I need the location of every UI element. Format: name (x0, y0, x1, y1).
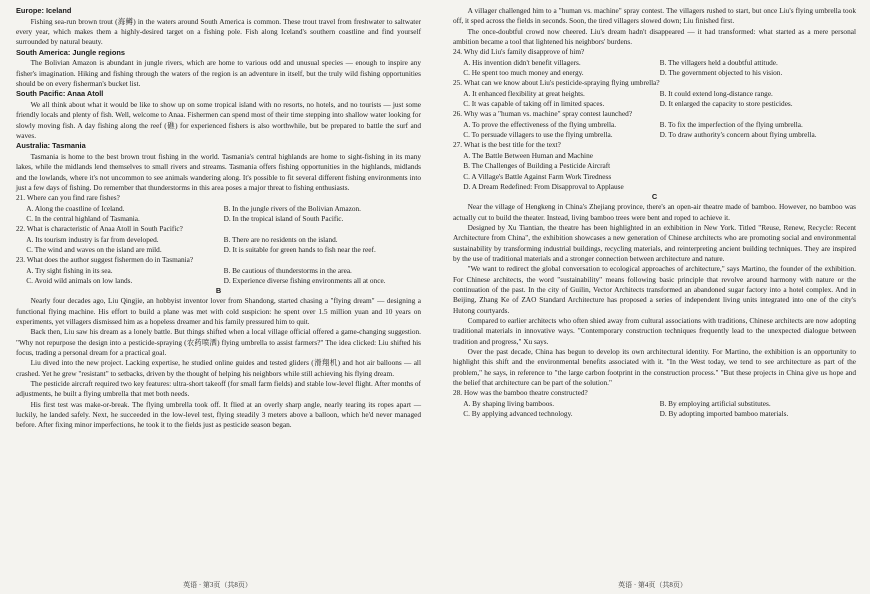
answer-option: B. The Challenges of Building a Pesticide Aircraft (463, 161, 611, 171)
question-options (453, 151, 856, 192)
answer-option: B. The villagers held a doubtful attitude. (659, 57, 778, 67)
answer-option: A. Its tourism industry is far from developed. (26, 234, 159, 244)
question-options (16, 235, 421, 256)
answer-option: B. In the jungle rivers of the Bolivian Amazon. (223, 203, 362, 213)
answer-option: A. His invention didn't benefit villagers. (463, 57, 581, 67)
paragraph: Liu dived into the new project. Lacking expertise, he studied online guides and tested gliders (滑翔机) and hot air balloons — all crashed. Yet he grew "resistant" to setbacks, driven by the thought of helping his neighbors while still achieving his flying dream. (16, 358, 421, 378)
paragraph: Over the past decade, China has begun to develop its own architectural identity. For Martino, the exhibition is an opportunity to highlight this shift and the environmental benefits associated with it. "In the West today, we tend to see architecture as part of the problem," he says, in reference to "the large carbon footprint in the construction process." "But these projects in China give us hope and the belief that architecture can be part of the solution." (453, 347, 856, 388)
paragraph: "We want to redirect the global conversation to ecological approaches of architecture," says Martino, the founder of the exhibition. For Chinese architects, the word "sustainability" means following basic principle that revolve around harmony with nature or the continuation of the past. In the city of Guilin, Vector Architects transformed an abandoned sugar factory into a hotel complex. And in Beijing, Zhang Ke of ZAO Standard Architecture has proposed a series of independent living units integrated into one of the city's Hutong courtyards. (453, 264, 856, 315)
paragraph: The once-doubtful crowd now cheered. Liu's dream hadn't disappeared — it had transformed: what started as a mere personal ambition became a tool that lightened his neighbors' burdens. (453, 26, 856, 47)
answer-option: D. In the tropical island of South Pacific. (223, 213, 344, 223)
answer-option: A. Try sight fishing in its sea. (26, 265, 113, 275)
answer-option: C. A Village's Battle Against Farm Work Tiredness (463, 171, 612, 181)
paragraph: Near the village of Hengkeng in China's Zhejiang province, there's an open-air theatre made of bamboo. However, no bamboo was actually cut to build the theater. Instead, living bamboo trees were bent and roped to achieve it. (453, 202, 856, 222)
question-options (453, 120, 856, 141)
right-column (453, 6, 856, 419)
question-options (453, 89, 856, 110)
paragraph: Nearly four decades ago, Liu Qingjie, an hobbyist inventor lover from Shandong, started chasing a "flying dream" — designing a functional flying machine. His effort to build a plane was met with cold suspicion: he spent over 1.5 million yuan and 10 years on experiments, yet villagers dismissed him as a hopeless dreamer and his family pressured him to quit. (16, 296, 421, 326)
question-stem: 22. What is characteristic of Anaa Atoll in South Pacific? (16, 224, 183, 234)
right-page-footer: 英语 · 第4页（共8页） (618, 581, 687, 589)
right-page (435, 0, 870, 594)
answer-option: D. A Dream Redefined: From Disapproval to Applause (463, 181, 624, 191)
question-stem: 23. What does the author suggest fishermen do in Tasmania? (16, 255, 194, 265)
paragraph: We all think about what it would be like to show up on some tropical island with no resorts, no hotels, and no tourists — just some friendly locals and plenty of fish. Well, welcome to Anaa. Fishermen can spend most of their time stepping into shallow water looking for slowly moving fish. A day fishing along the reef (礁) for experienced fishers is also worthwhile, but be prepared to battle the surf and waves. (16, 99, 421, 140)
question-block (16, 255, 421, 286)
answer-option: D. It is suitable for green hands to fish near the reef. (223, 244, 376, 254)
answer-option: D. The government objected to his vision. (659, 68, 783, 78)
question-block (453, 388, 856, 419)
question-stem: 28. How was the bamboo theatre constructed? (453, 388, 588, 398)
paragraph: The pesticide aircraft required two key features: ultra-short takeoff (for small farm fields) and stable low-level flight. After months of adjustments, he built a flying umbrella that met both needs. (16, 379, 421, 399)
left-column (16, 6, 421, 431)
question-options (453, 58, 856, 79)
question-block (453, 78, 856, 109)
answer-option: B. By employing artificial substitutes. (659, 398, 771, 408)
question-block (453, 109, 856, 140)
paragraph: Compared to earlier architects who often shied away from cultural associations with traditions, Chinese architects are now adopting traditional materials in innovative ways. "Contemporary construction techniques frequently lead to the unexpected dialogue between tradition and progress," Xu says. (453, 315, 856, 346)
paragraph: Designed by Xu Tiantian, the theatre has been highlighted in an exhibition in New York. Titled "Reuse, Renew, Recycle: Recent Architecture from China", the exhibition showcases a new generation of Chinese architects who are promoting social and environmental sustainability by transforming industrial buildings, recycling materials, and reinterpreting ancient building techniques. They are inspired by the use of traditional materials and a stronger connection between architecture and nature. (453, 222, 856, 263)
answer-option: B. There are no residents on the island. (223, 234, 338, 244)
question-block (453, 47, 856, 78)
answer-option: D. It enlarged the capacity to store pesticides. (659, 99, 793, 109)
paragraph: Tasmania is home to the best brown trout fishing in the world. Tasmania's central highlands are home to sight-fishing in its many lakes, while the midlands lend themselves to small rivers and streams. Tasmania offers fishing opportunities in the highlands, midlands and the lowlands, where it's not uncommon to see animals wandering along. It's possible to fit several different fishing environments into just a few days of fishing. Do remember that thunderstorms in this area poses a major threat to fishing enthusiasts. (16, 151, 421, 192)
section-heading: Australia: Tasmania (16, 141, 86, 151)
answer-option: C. Avoid wild animals on low lands. (26, 275, 133, 285)
answer-option: C. He spent too much money and energy. (463, 68, 584, 78)
question-stem: 21. Where can you find rare fishes? (16, 193, 120, 203)
question-stem: 25. What can we know about Liu's pesticide-spraying flying umbrella? (453, 78, 660, 88)
paragraph: The Bolivian Amazon is abundant in jungle rivers, which are home to various odd and unusual species — enough to inspire any fisher's imagination. Hiking and fishing through the waters of the region is an adventure in itself, but the truly wild fishing opportunities should be on every fisherman's bucket list. (16, 58, 421, 88)
answer-option: A. Along the coastline of Iceland. (26, 203, 125, 213)
question-stem: 27. What is the best title for the text? (453, 140, 561, 150)
paragraph: A villager challenged him to a "human vs. machine" spray contest. The villagers rushed to start, but once Liu's flying umbrella took off, it sped across the fields in seconds. Soon, the tired villagers slowed down; Liu finished first. (453, 6, 856, 26)
answer-option: C. It was capable of taking off in limited spaces. (463, 99, 605, 109)
left-page-footer: 英语 · 第3页（共8页） (183, 581, 252, 589)
answer-option: D. By adopting imported bamboo materials. (659, 409, 789, 419)
answer-option: B. Be cautious of thunderstorms in the area. (223, 265, 352, 275)
answer-option: D. Experience diverse fishing environments all at once. (223, 275, 386, 285)
answer-option: B. To fix the imperfection of the flying umbrella. (659, 119, 803, 129)
answer-option: A. It enhanced flexibility at great heights. (463, 88, 585, 98)
question-block (16, 224, 421, 255)
section-heading: South America: Jungle regions (16, 47, 125, 57)
question-block (16, 193, 421, 224)
section-heading: South Pacific: Anaa Atoll (16, 89, 104, 99)
answer-option: C. By applying advanced technology. (463, 409, 573, 419)
answer-option: D. To draw authority's concern about flying umbrella. (659, 130, 817, 140)
answer-option: A. By shaping living bamboos. (463, 398, 555, 408)
question-stem: 24. Why did Liu's family disapprove of him? (453, 47, 585, 57)
question-options (16, 266, 421, 287)
paragraph: Back then, Liu saw his dream as a lonely battle. But things shifted when a local village official offered a game-changing suggestion. "Why not repurpose the design into a pesticide-spraying (农药喷洒) flying umbrella to assist farmers?" The idea clicked: Liu shifted his focus, trading a personal dream for a practical goal. (16, 327, 421, 357)
section-heading: Europe: Iceland (16, 6, 72, 15)
answer-option: C. In the central highland of Tasmania. (26, 213, 140, 223)
question-stem: 26. Why was a "human vs. machine" spray contest launched? (453, 109, 633, 119)
question-block (453, 140, 856, 192)
answer-option: B. It could extend long-distance range. (659, 88, 773, 98)
paragraph: Fishing sea-run brown trout (海鳟) in the waters around South America is common. These trout travel from freshwater to saltwater every year, which makes them a highly-desired target on a fishing pole. Fish along Iceland's southern coastline and find yourself surrounded by natural beauty. (16, 16, 421, 47)
paragraph: His first test was make-or-break. The flying umbrella took off. It flied at an overly sharp angle, nearly tearing its ropes apart — luckily, he landed safely. Next, he succeeded in the low-level test, flying steadily 3 meters above a balloon, which he'd never managed before. After fixing minor imperfections, he took it to the fields just as pesticide season began. (16, 399, 421, 430)
answer-option: C. To persuade villagers to use the flying umbrella. (463, 130, 613, 140)
section-c-label: C (651, 192, 658, 202)
question-options (16, 204, 421, 225)
answer-option: A. The Battle Between Human and Machine (463, 150, 593, 160)
answer-option: C. The wind and waves on the island are mild. (26, 244, 162, 254)
answer-option: A. To prove the effectiveness of the flying umbrella. (463, 119, 617, 129)
question-options (453, 399, 856, 420)
section-b-label: B (215, 286, 222, 296)
